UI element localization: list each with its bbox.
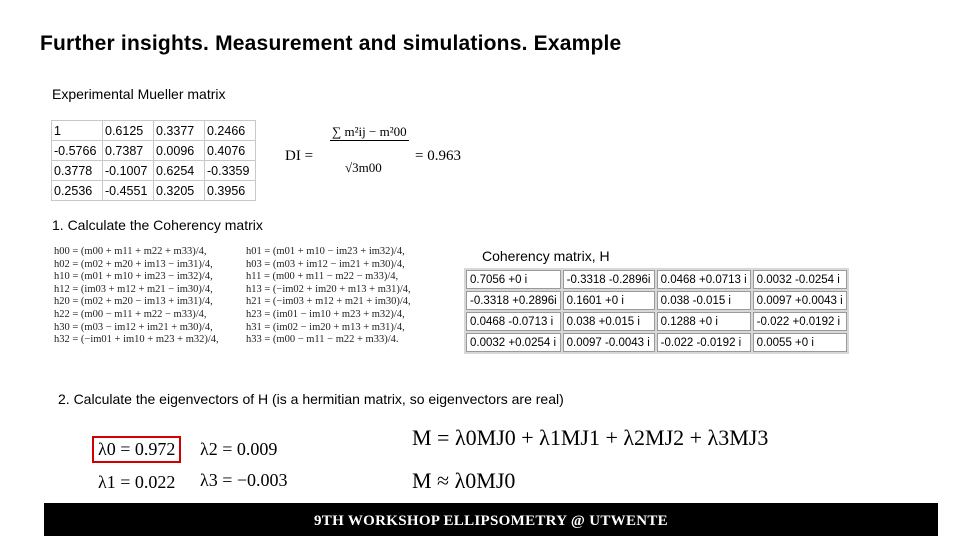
coherency-equation: h11 = (m00 + m11 − m22 − m33)/4, <box>246 271 399 283</box>
mueller-cell: 0.3377 <box>154 121 205 141</box>
coherency-row <box>466 312 847 331</box>
coherency-cell: -0.3318 -0.2896i <box>563 270 655 289</box>
coherency-equation: h13 = (−im02 + im20 + m13 + m31)/4, <box>246 283 411 295</box>
coherency-equation: h12 = (im03 + m12 + m21 − im30)/4, <box>54 283 213 295</box>
di-numerator: ∑ m²ij − m²00 <box>332 124 407 139</box>
coherency-equations-right <box>246 246 411 347</box>
coherency-cell: 0.1288 +0 i <box>657 312 751 331</box>
mueller-cell: 0.4076 <box>205 141 256 161</box>
lambda2-value: λ2 = 0.009 <box>200 439 278 459</box>
footer-banner: 9TH WORKSHOP ELLIPSOMETRY @ UTWENTE <box>44 503 938 536</box>
mueller-cell: 0.7387 <box>103 141 154 161</box>
mueller-table <box>51 120 256 201</box>
lambda3-value: λ3 = −0.003 <box>200 470 288 490</box>
coherency-cell: 0.0097 -0.0043 i <box>563 333 655 352</box>
mueller-cell: 0.2466 <box>205 121 256 141</box>
coherency-equation: h22 = (m00 − m11 + m22 − m33)/4, <box>54 308 207 320</box>
mueller-row <box>52 121 256 141</box>
coherency-cell: 0.0468 +0.0713 i <box>657 270 751 289</box>
coherency-equation: h21 = (−im03 + m12 + m21 + im30)/4, <box>246 296 411 308</box>
coherency-cell: -0.022 +0.0192 i <box>753 312 847 331</box>
coherency-equation: h23 = (im01 − im10 + m23 + m32)/4, <box>246 308 405 320</box>
mueller-cell: -0.5766 <box>52 141 103 161</box>
coherency-row <box>466 333 847 352</box>
coherency-cell: 0.0097 +0.0043 i <box>753 291 847 310</box>
di-lhs: DI = <box>285 148 314 164</box>
coherency-equation: h10 = (m01 + m10 + im23 − im32)/4, <box>54 271 213 283</box>
mueller-cell: 0.3778 <box>52 161 103 181</box>
coherency-cell: 0.038 +0.015 i <box>563 312 655 331</box>
approximation-equation: M ≈ λ0MJ0 <box>412 468 516 493</box>
mueller-cell: -0.3359 <box>205 161 256 181</box>
step1-label: 1. Calculate the Coherency matrix <box>52 217 263 233</box>
mueller-row <box>52 181 256 201</box>
mueller-cell: -0.1007 <box>103 161 154 181</box>
mueller-cell: 1 <box>52 121 103 141</box>
coherency-equation: h00 = (m00 + m11 + m22 + m33)/4, <box>54 246 207 257</box>
coherency-equation: h01 = (m01 + m10 − im23 + im32)/4, <box>246 246 405 257</box>
mueller-row <box>52 141 256 161</box>
mueller-cell: 0.6254 <box>154 161 205 181</box>
coherency-cell: 0.038 -0.015 i <box>657 291 751 310</box>
mueller-cell: 0.2536 <box>52 181 103 201</box>
lambda1-value: λ1 = 0.022 <box>98 472 176 492</box>
coherency-label: Coherency matrix, H <box>482 248 610 264</box>
mueller-cell: 0.0096 <box>154 141 205 161</box>
coherency-equations-left <box>54 246 219 347</box>
mueller-row <box>52 161 256 181</box>
mueller-cell: 0.6125 <box>103 121 154 141</box>
coherency-row <box>466 270 847 289</box>
coherency-equation: h03 = (m03 + im12 − im21 + m30)/4, <box>246 258 405 270</box>
coherency-row <box>466 291 847 310</box>
mueller-label: Experimental Mueller matrix <box>52 86 226 102</box>
coherency-equation: h33 = (m00 − m11 − m22 + m33)/4. <box>246 334 399 346</box>
coherency-equation: h30 = (m03 − im12 + im21 + m30)/4, <box>54 321 213 333</box>
coherency-equation: h20 = (m02 + m20 − im13 + im31)/4, <box>54 296 213 308</box>
slide-title: Further insights. Measurement and simulations. Example <box>40 32 622 55</box>
step2-label: 2. Calculate the eigenvectors of H (is a hermitian matrix, so eigenvectors are real) <box>58 391 564 407</box>
coherency-cell: 0.0032 +0.0254 i <box>466 333 561 352</box>
depolarization-index-formula <box>285 122 485 184</box>
coherency-equation: h02 = (m02 + m20 + im13 − im31)/4, <box>54 258 213 270</box>
coherency-equation: h32 = (−im01 + im10 + m23 + m32)/4, <box>54 334 219 346</box>
coherency-equation: h31 = (im02 − im20 + m13 + m31)/4, <box>246 321 405 333</box>
lambda0-highlighted <box>92 436 181 463</box>
mueller-cell: -0.4551 <box>103 181 154 201</box>
decomposition-equation: M = λ0MJ0 + λ1MJ1 + λ2MJ2 + λ3MJ3 <box>412 425 769 450</box>
coherency-cell: 0.0468 -0.0713 i <box>466 312 561 331</box>
mueller-cell: 0.3956 <box>205 181 256 201</box>
lambda0-value: λ0 = 0.972 <box>98 439 176 459</box>
coherency-cell: 0.0032 -0.0254 i <box>753 270 847 289</box>
di-denominator: √3m00 <box>345 160 382 175</box>
coherency-cell: -0.3318 +0.2896i <box>466 291 561 310</box>
di-value: = 0.963 <box>415 148 461 164</box>
coherency-cell: 0.1601 +0 i <box>563 291 655 310</box>
coherency-cell: 0.7056 +0 i <box>466 270 561 289</box>
coherency-table <box>464 268 849 354</box>
coherency-cell: -0.022 -0.0192 i <box>657 333 751 352</box>
mueller-cell: 0.3205 <box>154 181 205 201</box>
coherency-cell: 0.0055 +0 i <box>753 333 847 352</box>
